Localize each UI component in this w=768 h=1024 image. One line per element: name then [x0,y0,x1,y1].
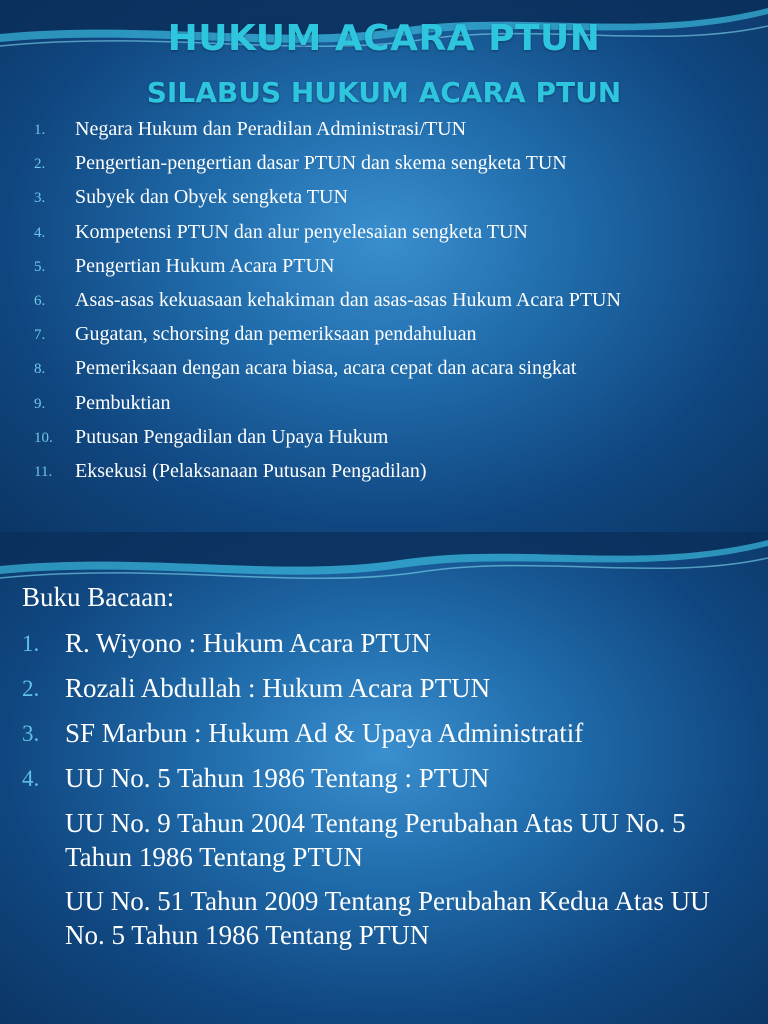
item-number: 9. [34,395,46,412]
item-number: 8. [34,361,46,378]
item-text: Rozali Abdullah : Hukum Acara PTUN [65,673,491,703]
item-number: 2. [22,676,40,701]
item-number: 11. [34,463,53,480]
item-text: Eksekusi (Pelaksanaan Putusan Pengadilan) [75,459,427,482]
item-text: UU No. 51 Tahun 2009 Tentang Perubahan Kedua Atas UU No. 5 Tahun 1986 Tentang PTUN [65,886,710,950]
list-item [0,287,768,313]
item-number: 4. [22,766,40,791]
list-item [0,321,768,347]
list-item [0,150,768,176]
item-number: 1. [22,631,40,656]
list-item [0,355,768,381]
list-item [0,671,768,705]
item-text: Pemeriksaan dengan acara biasa, acara cepat dan acara singkat [75,357,577,380]
list-item [0,390,768,416]
item-number: 3. [22,721,40,746]
list-item [0,219,768,245]
list-item [0,458,768,484]
item-text: Subyek dan Obyek sengketa TUN [75,186,348,209]
item-number: 4. [34,224,46,241]
item-number: 10. [34,429,53,446]
item-text: UU No. 5 Tahun 1986 Tentang : PTUN [65,763,490,793]
item-text: UU No. 9 Tahun 2004 Tentang Perubahan Atas UU No. 5 Tahun 1986 Tentang PTUN [65,808,686,872]
list-item [0,184,768,210]
list-item [0,716,768,750]
item-number: 7. [34,327,46,344]
item-text: Pengertian-pengertian dasar PTUN dan skema sengketa TUN [75,152,567,175]
item-number: 5. [34,258,46,275]
item-text: Asas-asas kekuasaan kehakiman dan asas-asas Hukum Acara PTUN [75,288,621,311]
list-item [0,761,768,795]
slide-subtitle: SILABUS HUKUM ACARA PTUN [146,76,622,109]
reading-list [0,626,768,962]
list-item [0,253,768,279]
list-item [0,806,768,874]
list-item [0,116,768,142]
syllabus-list [0,116,768,492]
item-text: Pembuktian [75,391,171,414]
item-text: Negara Hukum dan Peradilan Administrasi/TUN [75,118,467,140]
item-text: R. Wiyono : Hukum Acara PTUN [65,628,431,658]
reading-list-heading: Buku Bacaan: [22,582,175,612]
item-number: 1. [34,122,46,138]
item-text: Putusan Pengadilan dan Upaya Hukum [75,425,389,448]
list-item [0,424,768,450]
item-text: Gugatan, schorsing dan pemeriksaan pendahuluan [75,323,477,346]
item-number: 3. [34,190,46,207]
list-item [0,626,768,660]
item-text: SF Marbun : Hukum Ad & Upaya Administratif [65,718,584,748]
item-text: Pengertian Hukum Acara PTUN [75,254,335,277]
list-item [0,884,768,952]
slide-title: HUKUM ACARA PTUN [167,18,601,59]
slide-reading-list [0,532,768,1024]
item-text: Kompetensi PTUN dan alur penyelesaian sengketa TUN [75,220,528,243]
item-number: 6. [34,292,46,309]
item-number: 2. [34,156,46,173]
